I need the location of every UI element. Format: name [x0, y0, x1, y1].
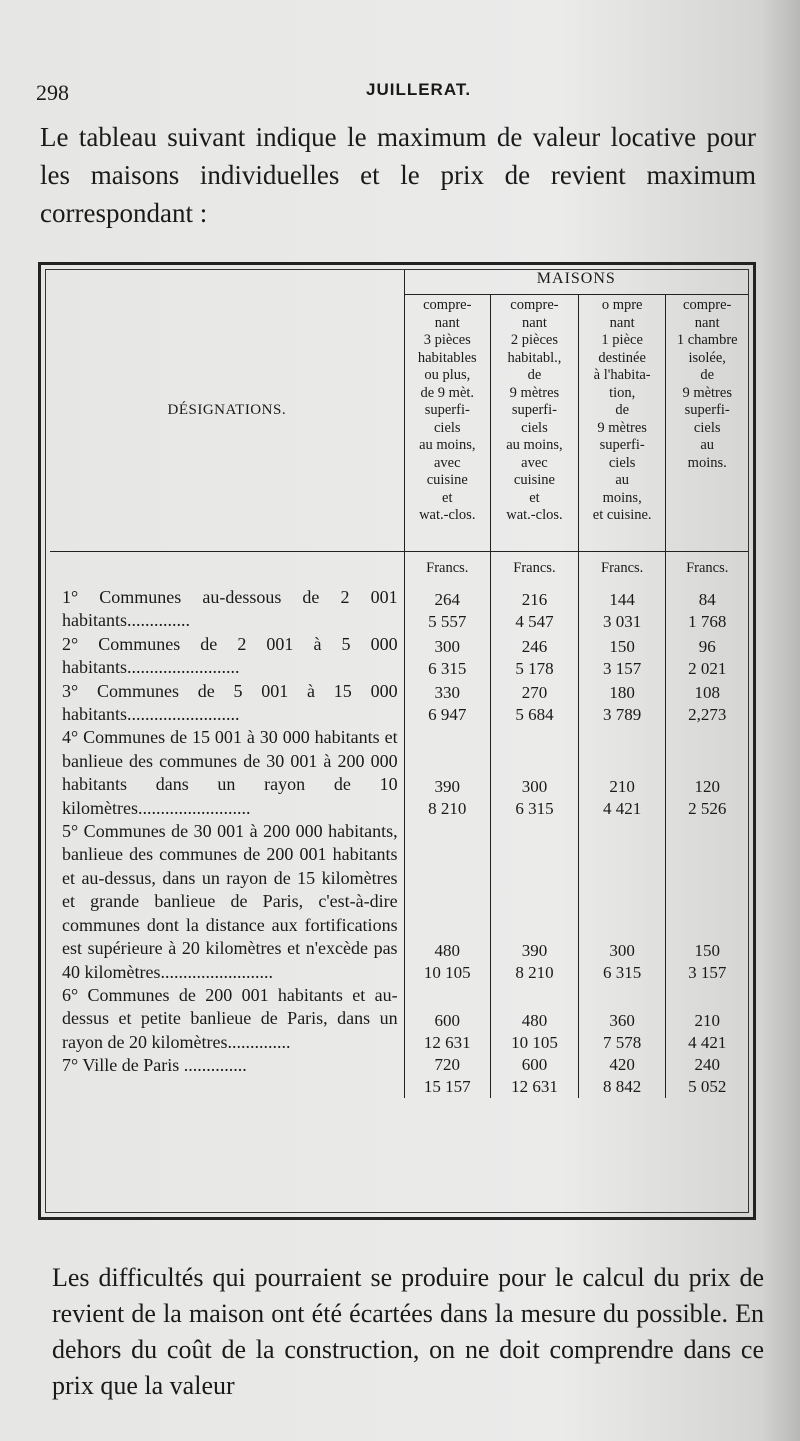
value-cell — [490, 633, 578, 680]
cell-value: 6 947 — [428, 705, 467, 725]
column-header-3: o mpre nant 1 pièce destinée à l'habita- tion, de 9 mètres superfi- ciels au moins, et cuisine. — [578, 295, 666, 552]
table-row — [50, 680, 748, 727]
value-cell — [578, 586, 666, 633]
cell-value: 12 631 — [511, 1077, 558, 1097]
cell-value: 300 — [521, 777, 548, 797]
value-cell — [578, 680, 666, 727]
cell-value: 15 157 — [423, 1077, 471, 1097]
cell-value: 600 — [434, 1011, 461, 1031]
cell-value: 8 210 — [515, 962, 554, 982]
cell-value: 120 — [694, 777, 720, 797]
value-cell — [404, 680, 490, 727]
column-header-1: compre- nant 3 pièces habitables ou plus, de 9 mèt. superfi- ciels au moins, avec cuisine et wat.-clos. — [404, 295, 490, 552]
value-cell — [666, 984, 748, 1054]
value-cell — [490, 586, 578, 633]
cell-value: 5 684 — [515, 705, 554, 725]
cell-value: 300 — [609, 940, 635, 960]
unit-label: Francs. — [666, 552, 748, 587]
cell-value: 6 315 — [515, 799, 554, 819]
cell-value: 8 210 — [428, 799, 467, 819]
row-designation: 1° Communes au-dessous de 2 001 habitants.............. — [62, 587, 398, 631]
cell-value: 3 157 — [688, 962, 727, 982]
cell-value: 216 — [521, 589, 548, 609]
cell-value: 240 — [694, 1055, 720, 1075]
cell-value: 7 578 — [603, 1033, 642, 1053]
table-row — [50, 726, 748, 820]
cell-value: 264 — [434, 589, 461, 609]
cell-value: 180 — [609, 683, 635, 703]
value-cell — [578, 633, 666, 680]
cell-value: 108 — [694, 683, 720, 703]
row-designation: 6° Communes de 200 001 habitants et au-dessus et petite banlieue de Paris, dans un rayon de 20 kilomètres.............. — [62, 984, 398, 1052]
row-designation: 5° Communes de 30 001 à 200 000 habitants, banlieue des communes de 200 001 habitants et au-dessus, dans un rayon de 15 kilomètres et grande banlieue de Paris, c'est-à-dire communes dont la distance aux fortifications est supérieure à 20 kilomètres et n'excède pas 40 kilomètres......................... — [62, 821, 398, 982]
rent-table — [50, 270, 748, 1098]
cell-value: 2,273 — [688, 705, 727, 725]
value-cell — [490, 1054, 578, 1098]
cell-value: 480 — [434, 940, 461, 960]
cell-value: 330 — [434, 683, 461, 703]
cell-value: 4 421 — [688, 1033, 727, 1053]
bottom-paragraph: Les difficultés qui pourraient se produire pour le calcul du prix de revient de la maison ont été écartées dans la mesure du possible. En dehors du coût de la construction, on ne doit comprendre dans ce prix que la valeur — [52, 1263, 764, 1400]
cell-value: 84 — [698, 589, 716, 609]
value-cell — [666, 726, 748, 820]
value-cell — [490, 820, 578, 984]
cell-value: 360 — [609, 1011, 635, 1031]
value-cell — [404, 586, 490, 633]
table-row — [50, 586, 748, 633]
cell-value: 2 021 — [688, 658, 727, 678]
cell-value: 246 — [521, 636, 548, 656]
value-cell — [490, 680, 578, 727]
cell-value: 4 421 — [603, 799, 642, 819]
table-row — [50, 633, 748, 680]
cell-value: 210 — [694, 1011, 720, 1031]
cell-value: 3 789 — [603, 705, 642, 725]
value-cell — [666, 1054, 748, 1098]
cell-value: 3 031 — [603, 611, 642, 631]
cell-value: 390 — [434, 777, 461, 797]
cell-value: 6 315 — [603, 962, 642, 982]
row-designation: 3° Communes de 5 001 à 15 000 habitants......................... — [62, 680, 398, 725]
value-cell — [578, 1054, 666, 1098]
cell-value: 1 768 — [688, 611, 727, 631]
cell-value: 420 — [609, 1055, 635, 1075]
unit-label: Francs. — [404, 552, 490, 587]
cell-value: 10 105 — [423, 962, 471, 982]
table-row — [50, 984, 748, 1054]
unit-label: Francs. — [490, 552, 578, 587]
cell-value: 150 — [609, 636, 635, 656]
row-designation: 7° Ville de Paris .............. — [62, 1055, 247, 1076]
cell-value: 5 052 — [688, 1077, 727, 1097]
cell-value: 8 842 — [603, 1077, 642, 1097]
value-cell — [404, 984, 490, 1054]
cell-value: 210 — [609, 777, 635, 797]
column-header-4: compre- nant 1 chambre isolée, de 9 mètres superfi- ciels au moins. — [666, 295, 748, 552]
cell-value: 5 178 — [515, 658, 554, 678]
cell-value: 12 631 — [423, 1033, 471, 1053]
cell-value: 5 557 — [428, 611, 467, 631]
cell-value: 144 — [609, 589, 635, 609]
row-designation: 2° Communes de 2 001 à 5 000 habitants......................... — [62, 633, 398, 678]
value-cell — [578, 726, 666, 820]
unit-label: Francs. — [578, 552, 666, 587]
running-title: JUILLERAT. — [366, 80, 472, 99]
value-cell — [404, 633, 490, 680]
cell-value: 300 — [434, 636, 461, 656]
value-cell — [666, 633, 748, 680]
intro-paragraph: Le tableau suivant indique le maximum de valeur locative pour les maisons individuelles et le prix de revient maximum correspondant : — [40, 122, 756, 228]
cell-value: 600 — [521, 1055, 548, 1075]
cell-value: 480 — [521, 1011, 548, 1031]
cell-value: 3 157 — [603, 658, 642, 678]
cell-value: 270 — [521, 683, 548, 703]
maisons-header: MAISONS — [404, 270, 748, 295]
value-cell — [404, 1054, 490, 1098]
designations-header: DÉSIGNATIONS. — [167, 402, 287, 418]
cell-value: 390 — [521, 940, 548, 960]
value-cell — [666, 680, 748, 727]
cell-value: 720 — [434, 1055, 461, 1075]
value-cell — [578, 820, 666, 984]
cell-value: 6 315 — [428, 658, 467, 678]
cell-value: 150 — [694, 940, 720, 960]
cell-value: 96 — [698, 636, 716, 656]
page-header — [36, 74, 756, 108]
value-cell — [666, 820, 748, 984]
column-header-2: compre- nant 2 pièces habitabl., de 9 mètres superfi- ciels au moins, avec cuisine et wat.-clos. — [490, 295, 578, 552]
value-cell — [404, 726, 490, 820]
table-row — [50, 820, 748, 984]
cell-value: 4 547 — [515, 611, 554, 631]
cell-value: 2 526 — [688, 799, 727, 819]
page-number: 298 — [36, 80, 69, 105]
value-cell — [490, 726, 578, 820]
value-cell — [490, 984, 578, 1054]
value-cell — [666, 586, 748, 633]
row-designation: 4° Communes de 15 001 à 30 000 habitants et banlieue des communes de 30 001 à 200 000 habitants dans un rayon de 10 kilomètres......................... — [62, 727, 398, 818]
value-cell — [404, 820, 490, 984]
cell-value: 10 105 — [511, 1033, 558, 1053]
value-cell — [578, 984, 666, 1054]
table-row — [50, 1054, 748, 1098]
